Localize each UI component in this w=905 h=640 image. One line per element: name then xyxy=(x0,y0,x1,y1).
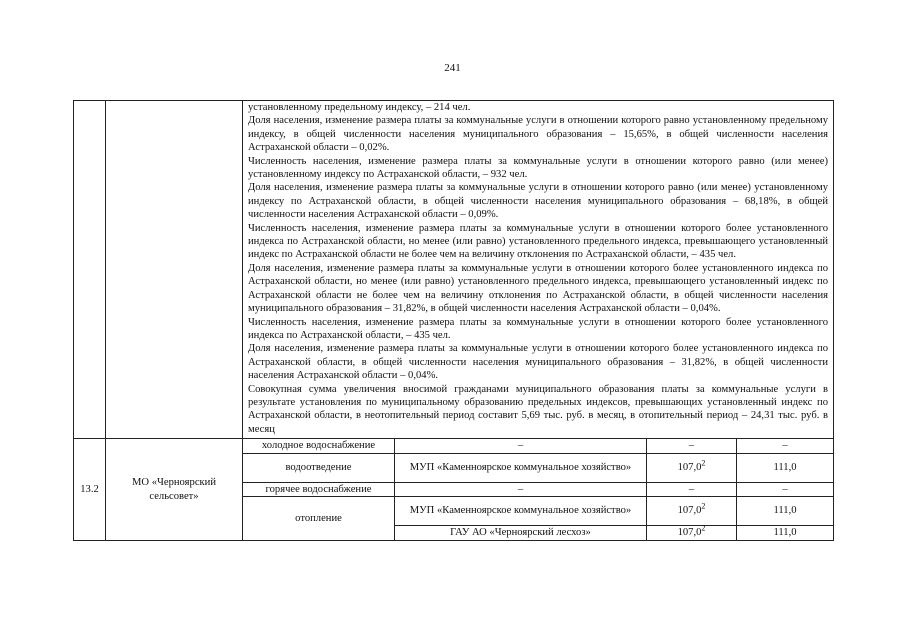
index-value-cell xyxy=(647,496,737,525)
organization-name: МУП «Каменноярское коммунальное хозяйство» xyxy=(395,496,647,525)
entry-number: 13.2 xyxy=(74,439,106,541)
limit-index-value: – xyxy=(737,439,834,453)
empty-number-cell xyxy=(74,101,106,439)
paragraph: Численность населения, изменение размера платы за коммунальные услуги в отношении которого более установленного индекса по Астраханской области, – 435 чел. xyxy=(248,316,828,341)
page-number: 241 xyxy=(444,62,461,74)
empty-municipality-cell xyxy=(106,101,243,439)
paragraph: Доля населения, изменение размера платы за коммунальные услуги в отношении которого более установленного индекса по Астраханской области, в общей численности населения муниципального образования – 31,82%, в общей численности населения Астраханской области – 0,04%. xyxy=(248,343,828,382)
service-name: отопление xyxy=(243,496,395,540)
paragraph: Доля населения, изменение размера платы за коммунальные услуги в отношении которого равно (или менее) установленному индексу по Астраханской области, в общей численности населения муниципального образования – 68,18%, в общей численности населения Астраханской области – 0,09%. xyxy=(248,182,828,221)
index-value-cell xyxy=(647,453,737,482)
limit-index-value: – xyxy=(737,482,834,496)
paragraph: Численность населения, изменение размера платы за коммунальные услуги в отношении которого более установленного индекса по Астраханской области, но менее (или равно) установленного предельного индекса, превышающего установленный индекс по Астраханской области не более чем на величину отклонения по Астраханской области, – 435 чел. xyxy=(248,222,828,261)
text-row xyxy=(74,101,834,439)
municipality-name: МО «Черноярский сельсовет» xyxy=(106,439,243,541)
limit-index-value: 111,0 xyxy=(737,496,834,525)
index-value: – xyxy=(647,439,737,453)
paragraph: Совокупная сумма увеличения вносимой гражданами муниципального образования платы за коммунальные услуги в результате установления по муниципальному образованию предельных индексов, превышающих установленный индекс по Астраханской области, в неотопительный период составит 5,69 тыс. руб. в месяц, в отопительный период – 24,31 тыс. руб. в месяц xyxy=(248,383,828,435)
footnote-mark: 2 xyxy=(701,458,706,468)
tariff-table xyxy=(73,100,834,541)
service-name: горячее водоснабжение xyxy=(243,482,395,496)
paragraph: Доля населения, изменение размера платы за коммунальные услуги в отношении которого равно установленному предельному индексу, в общей численности населения муниципального образования – 15,65%, в общей численности населения Астраханской области – 0,02%. xyxy=(248,115,828,154)
index-value: 107,0 xyxy=(677,527,702,539)
service-name: водоотведение xyxy=(243,453,395,482)
footnote-mark: 2 xyxy=(701,523,706,533)
paragraph: Численность населения, изменение размера платы за коммунальные услуги в отношении которого равно (или менее) установленному индексу по Астраханской области, – 932 чел. xyxy=(248,155,828,181)
organization-name: – xyxy=(395,482,647,496)
index-value: – xyxy=(647,482,737,496)
organization-name: – xyxy=(395,439,647,453)
paragraph: Доля населения, изменение размера платы за коммунальные услуги в отношении которого более установленного индекса по Астраханской области, но менее (или равно) установленного предельного индекса, превышающего установленный индекс по Астраханской области не более чем на величину отклонения по Астраханской области, в общей численности населения муниципального образования – 31,82%, в общей численности населения Астраханской области – 0,04%. xyxy=(248,262,828,315)
population-text-cell xyxy=(243,101,834,439)
service-name: холодное водоснабжение xyxy=(243,439,395,453)
table-row-cold-water xyxy=(74,439,834,453)
index-value: 107,0 xyxy=(677,461,702,473)
paragraph: установленному предельному индексу, – 214 чел. xyxy=(248,102,471,113)
organization-name: МУП «Каменноярское коммунальное хозяйство» xyxy=(395,453,647,482)
footnote-mark: 2 xyxy=(701,501,706,511)
index-value-cell xyxy=(647,525,737,540)
limit-index-value: 111,0 xyxy=(737,453,834,482)
organization-name: ГАУ АО «Черноярский лесхоз» xyxy=(395,525,647,540)
limit-index-value: 111,0 xyxy=(737,525,834,540)
index-value: 107,0 xyxy=(677,505,702,517)
